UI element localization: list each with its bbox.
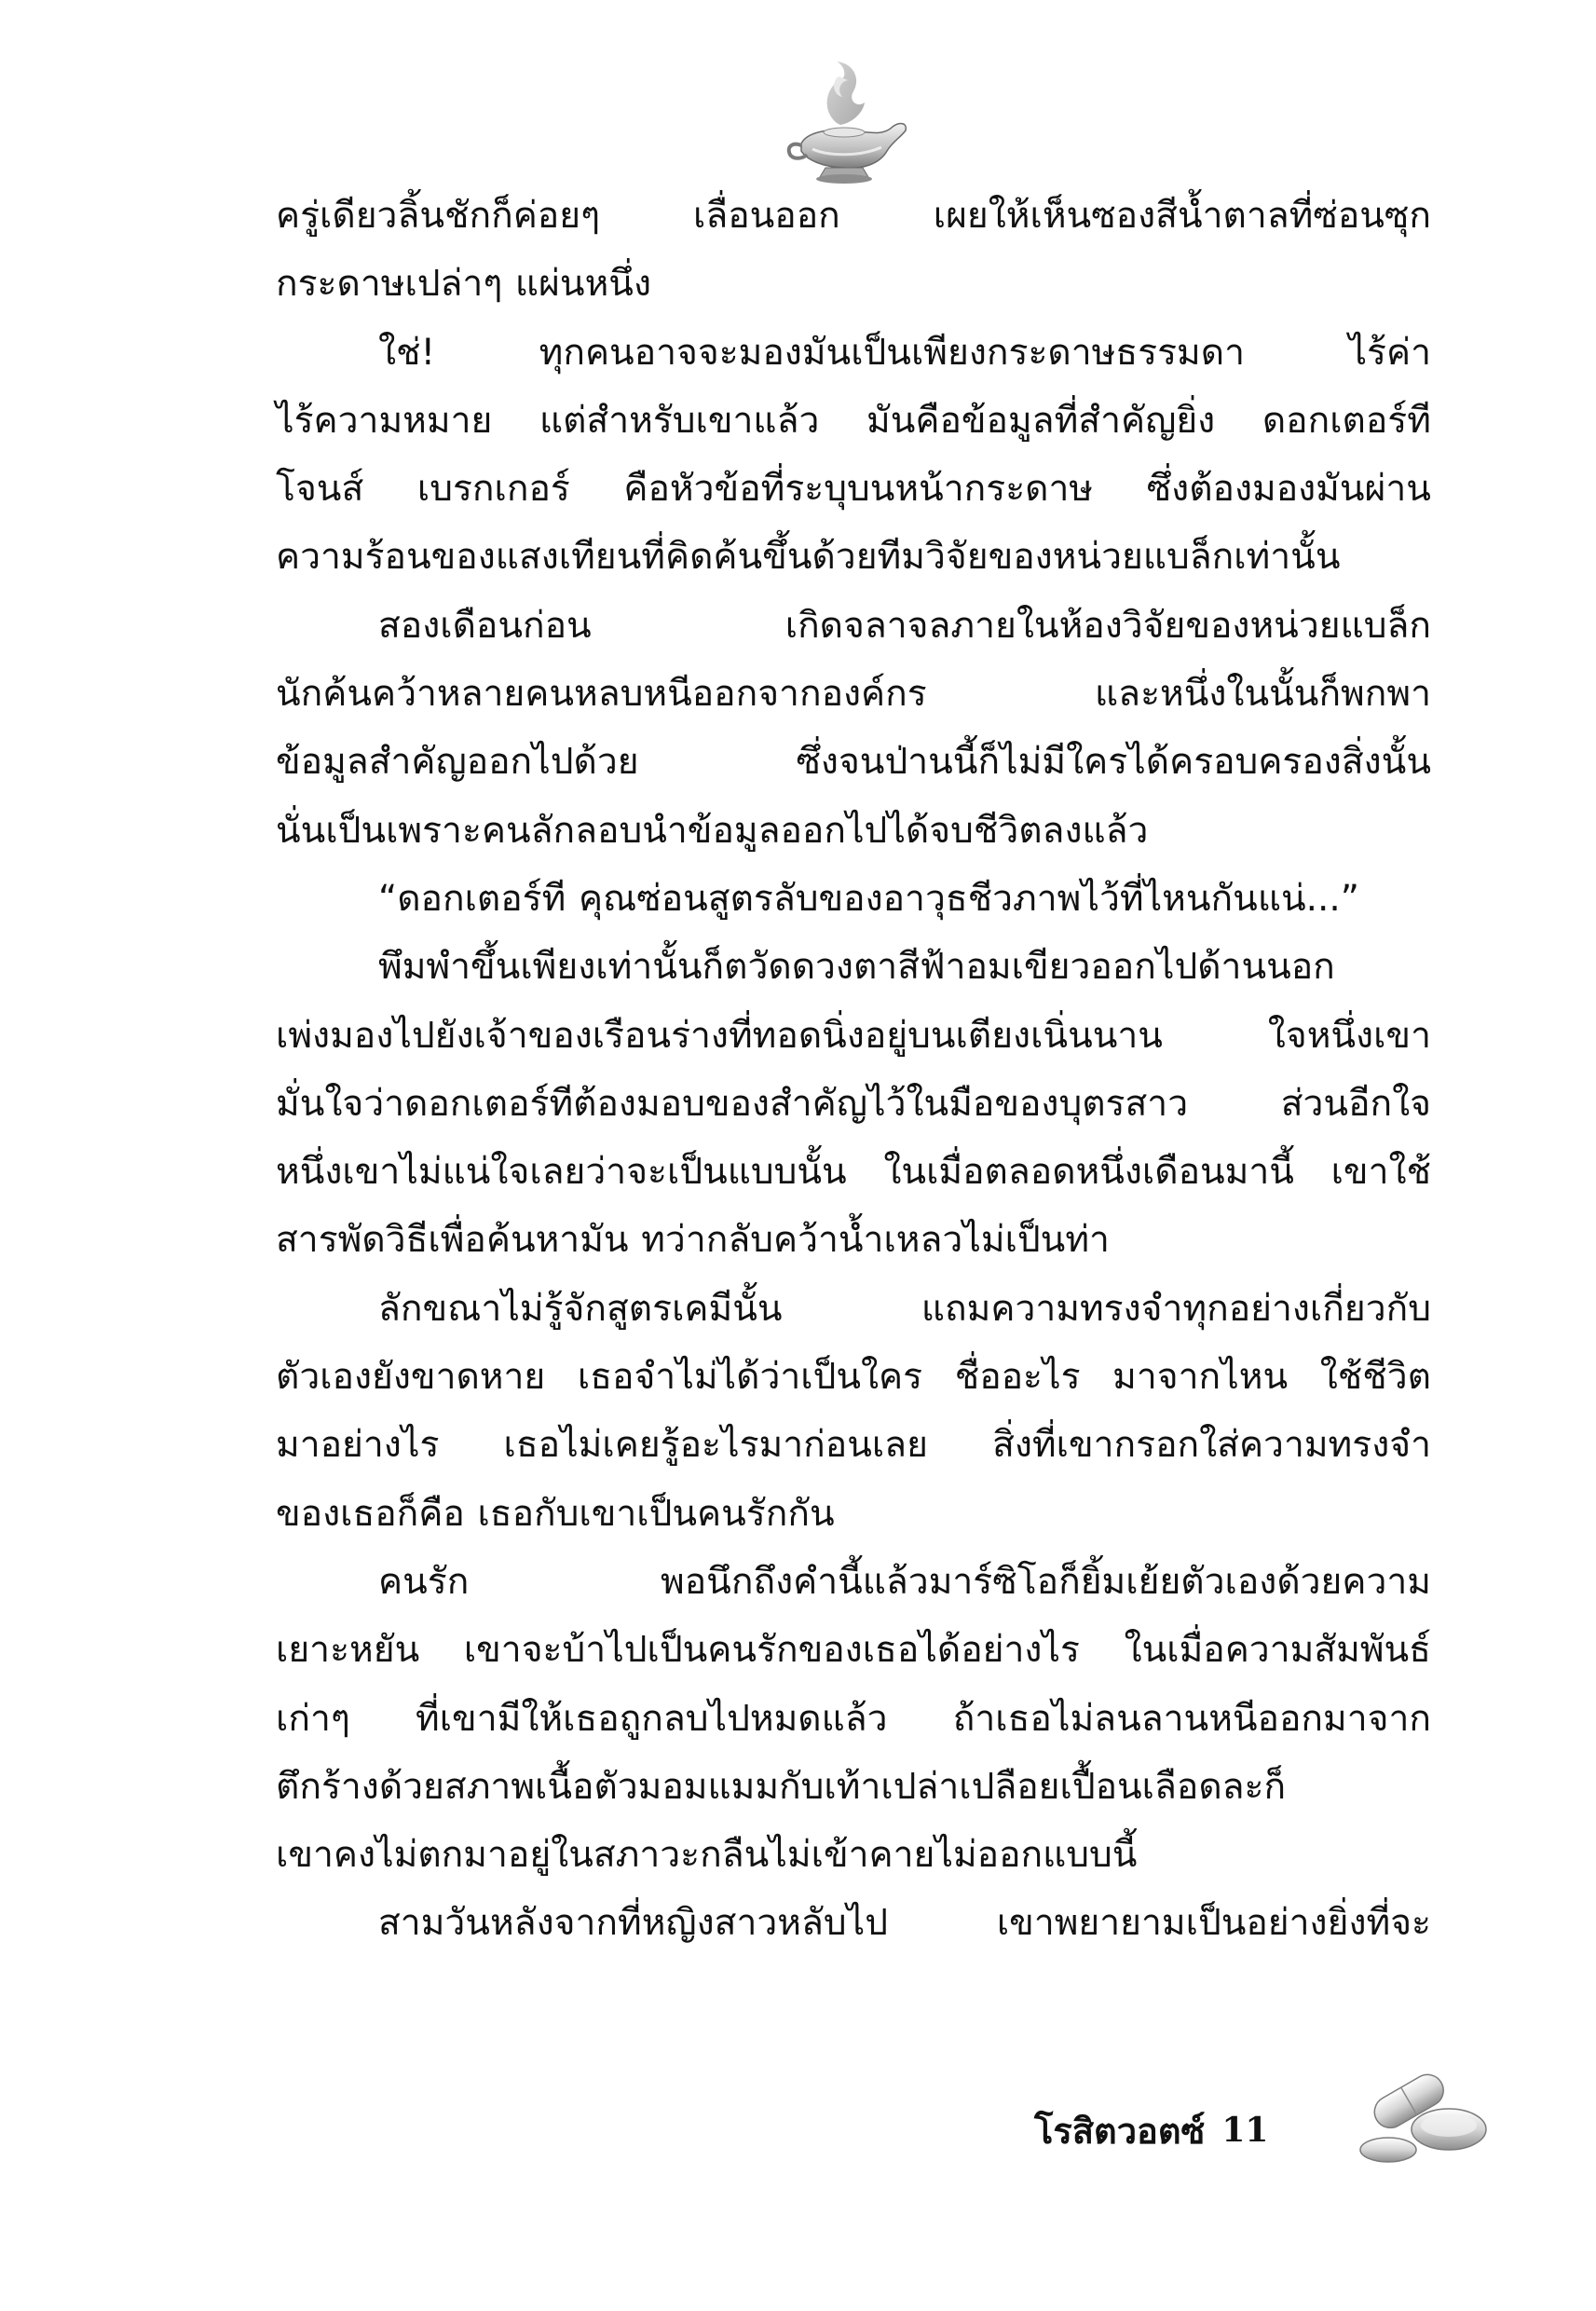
word: ไร้ความหมาย bbox=[276, 399, 493, 442]
text-line bbox=[276, 865, 1431, 933]
word: พึมพำขึ้นเพียงเท่านั้นก็ตวัดดวงตาสีฟ้าอมเขียวออกไปด้านนอก bbox=[378, 946, 1335, 989]
word: ถ้าเธอไม่ลนลานหนีออกมาจาก bbox=[952, 1697, 1431, 1740]
text-line bbox=[276, 523, 1431, 591]
text-line bbox=[276, 592, 1431, 660]
word: เยาะหยัน bbox=[276, 1629, 420, 1672]
word: นั่นเป็นเพราะคนลักลอบนำข้อมูลออกไปได้จบชีวิตลงแล้ว bbox=[276, 809, 1149, 852]
word: ตึกร้างด้วยสภาพเนื้อตัวมอมแมมกับเท้าเปล่าเปลือยเปื้อนเลือดละก็ bbox=[276, 1765, 1287, 1808]
word: เขาใช้ bbox=[1330, 1151, 1431, 1194]
word: ของเธอก็คือ bbox=[276, 1492, 465, 1535]
word: มาจากไหน bbox=[1112, 1356, 1289, 1399]
text-line bbox=[276, 1411, 1431, 1479]
word: เก่าๆ bbox=[276, 1697, 350, 1740]
text-line bbox=[276, 1548, 1431, 1616]
text-line bbox=[276, 1206, 1431, 1274]
word: หนึ่งเขาไม่แน่ใจเลยว่าจะเป็นแบบนั้น bbox=[276, 1151, 847, 1194]
word: ใช่! bbox=[378, 331, 436, 374]
word: “ดอกเตอร์ที bbox=[378, 877, 566, 920]
word: เธอกับเขาเป็นคนรักกัน bbox=[477, 1492, 835, 1535]
word: ไร้ค่า bbox=[1348, 331, 1431, 374]
text-line bbox=[276, 660, 1431, 728]
word: ในเมื่อความสัมพันธ์ bbox=[1124, 1629, 1431, 1672]
text-line bbox=[276, 1685, 1431, 1753]
book-title: โรสิตวอตซ์ bbox=[1034, 2109, 1206, 2152]
text-line bbox=[276, 250, 1431, 318]
word: เขาจะบ้าไปเป็นคนรักของเธอได้อย่างไร bbox=[463, 1629, 1080, 1672]
word: เธอจำไม่ได้ว่าเป็นใคร bbox=[577, 1356, 923, 1399]
text-line bbox=[276, 1343, 1431, 1411]
word: ข้อมูลสำคัญออกไปด้วย bbox=[276, 741, 639, 784]
word: ทุกคนอาจจะมองมันเป็นเพียงกระดาษธรรมดา bbox=[539, 331, 1245, 374]
word: คือหัวข้อที่ระบุบนหน้ากระดาษ bbox=[623, 468, 1094, 511]
word: ครู่เดียวลิ้นชักก็ค่อยๆ bbox=[276, 195, 601, 237]
page-number: 11 bbox=[1221, 2111, 1269, 2150]
word: มันคือข้อมูลที่สำคัญยิ่ง bbox=[866, 399, 1216, 442]
word: ดอกเตอร์ที bbox=[1262, 399, 1431, 442]
text-line bbox=[276, 1070, 1431, 1138]
word: ทว่ากลับคว้าน้ำเหลวไม่เป็นท่า bbox=[641, 1219, 1110, 1262]
word: ซึ่งต้องมองมันผ่าน bbox=[1146, 468, 1431, 511]
word: เพ่งมองไปยังเจ้าของเรือนร่างที่ทอดนิ่งอยู่บนเตียงเนิ่นนาน bbox=[276, 1014, 1163, 1057]
word: ส่วนอีกใจ bbox=[1280, 1082, 1431, 1125]
pills-icon bbox=[1351, 2064, 1491, 2167]
word: ที่เขามีให้เธอถูกลบไปหมดแล้ว bbox=[416, 1697, 888, 1740]
word: เขาคงไม่ตกมาอยู่ในสภาวะกลืนไม่เข้าคายไม่ออกแบบนี้ bbox=[276, 1834, 1138, 1877]
word: ในเมื่อตลอดหนึ่งเดือนมานี้ bbox=[883, 1151, 1294, 1194]
word: ความร้อนของแสงเทียนที่คิดค้นขึ้นด้วยทีมวิจัยของหน่วยแบล็กเท่านั้น bbox=[276, 536, 1341, 579]
text-line bbox=[276, 1821, 1431, 1889]
text-line bbox=[276, 1138, 1431, 1206]
word: คนรัก bbox=[378, 1560, 470, 1603]
word: เผยให้เห็นซองสีน้ำตาลที่ซ่อนซุก bbox=[933, 195, 1431, 237]
word: และหนึ่งในนั้นก็พกพา bbox=[1095, 673, 1431, 716]
word: แผ่นหนึ่ง bbox=[514, 263, 651, 306]
text-line bbox=[276, 1480, 1431, 1548]
word: ซึ่งจนป่านนี้ก็ไม่มีใครได้ครอบครองสิ่งนั้น bbox=[796, 741, 1431, 784]
word: เขาพยายามเป็นอย่างยิ่งที่จะ bbox=[996, 1902, 1431, 1945]
word: มาอย่างไร bbox=[276, 1424, 440, 1467]
text-line bbox=[276, 182, 1431, 250]
text-line bbox=[276, 797, 1431, 865]
text-line bbox=[276, 728, 1431, 796]
word: สองเดือนก่อน bbox=[378, 604, 592, 647]
word: ตัวเองยังขาดหาย bbox=[276, 1356, 546, 1399]
genie-lamp-icon bbox=[783, 58, 913, 198]
text-line bbox=[276, 319, 1431, 387]
word: พอนึกถึงคำนี้แล้วมาร์ซิโอก็ยิ้มเย้ยตัวเองด้วยความ bbox=[661, 1560, 1431, 1603]
word: เลื่อนออก bbox=[692, 195, 840, 237]
word: ใช้ชีวิต bbox=[1319, 1356, 1431, 1399]
word: ลักขณาไม่รู้จักสูตรเคมีนั้น bbox=[378, 1287, 783, 1330]
word: สิ่งที่เขากรอกใส่ความทรงจำ bbox=[992, 1424, 1431, 1467]
word: เบรกเกอร์ bbox=[416, 468, 570, 511]
text-line bbox=[276, 1889, 1431, 1957]
text-line bbox=[276, 1616, 1431, 1684]
word: เกิดจลาจลภายในห้องวิจัยของหน่วยแบล็ก bbox=[784, 604, 1431, 647]
word: สามวันหลังจากที่หญิงสาวหลับไป bbox=[378, 1902, 889, 1945]
text-line bbox=[276, 933, 1431, 1001]
word: มั่นใจว่าดอกเตอร์ทีต้องมอบของสำคัญไว้ในมือของบุตรสาว bbox=[276, 1082, 1189, 1125]
page-footer bbox=[1034, 2102, 1268, 2158]
text-line bbox=[276, 1002, 1431, 1070]
word: ใจหนึ่งเขา bbox=[1267, 1014, 1431, 1057]
word: สารพัดวิธีเพื่อค้นหามัน bbox=[276, 1219, 629, 1262]
word: คุณซ่อนสูตรลับของอาวุธชีวภาพไว้ที่ไหนกันแน่...” bbox=[578, 877, 1360, 920]
word: กระดาษเปล่าๆ bbox=[276, 263, 503, 306]
word: นักค้นคว้าหลายคนหลบหนีออกจากองค์กร bbox=[276, 673, 927, 716]
text-line bbox=[276, 387, 1431, 455]
text-line bbox=[276, 1753, 1431, 1821]
text-line bbox=[276, 455, 1431, 523]
word: ชื่ออะไร bbox=[954, 1356, 1081, 1399]
word: แต่สำหรับเขาแล้ว bbox=[539, 399, 820, 442]
word: เธอไม่เคยรู้อะไรมาก่อนเลย bbox=[503, 1424, 928, 1467]
word: โจนส์ bbox=[276, 468, 364, 511]
body-text bbox=[276, 182, 1431, 1958]
word: แถมความทรงจำทุกอย่างเกี่ยวกับ bbox=[921, 1287, 1431, 1330]
text-line bbox=[276, 1275, 1431, 1343]
